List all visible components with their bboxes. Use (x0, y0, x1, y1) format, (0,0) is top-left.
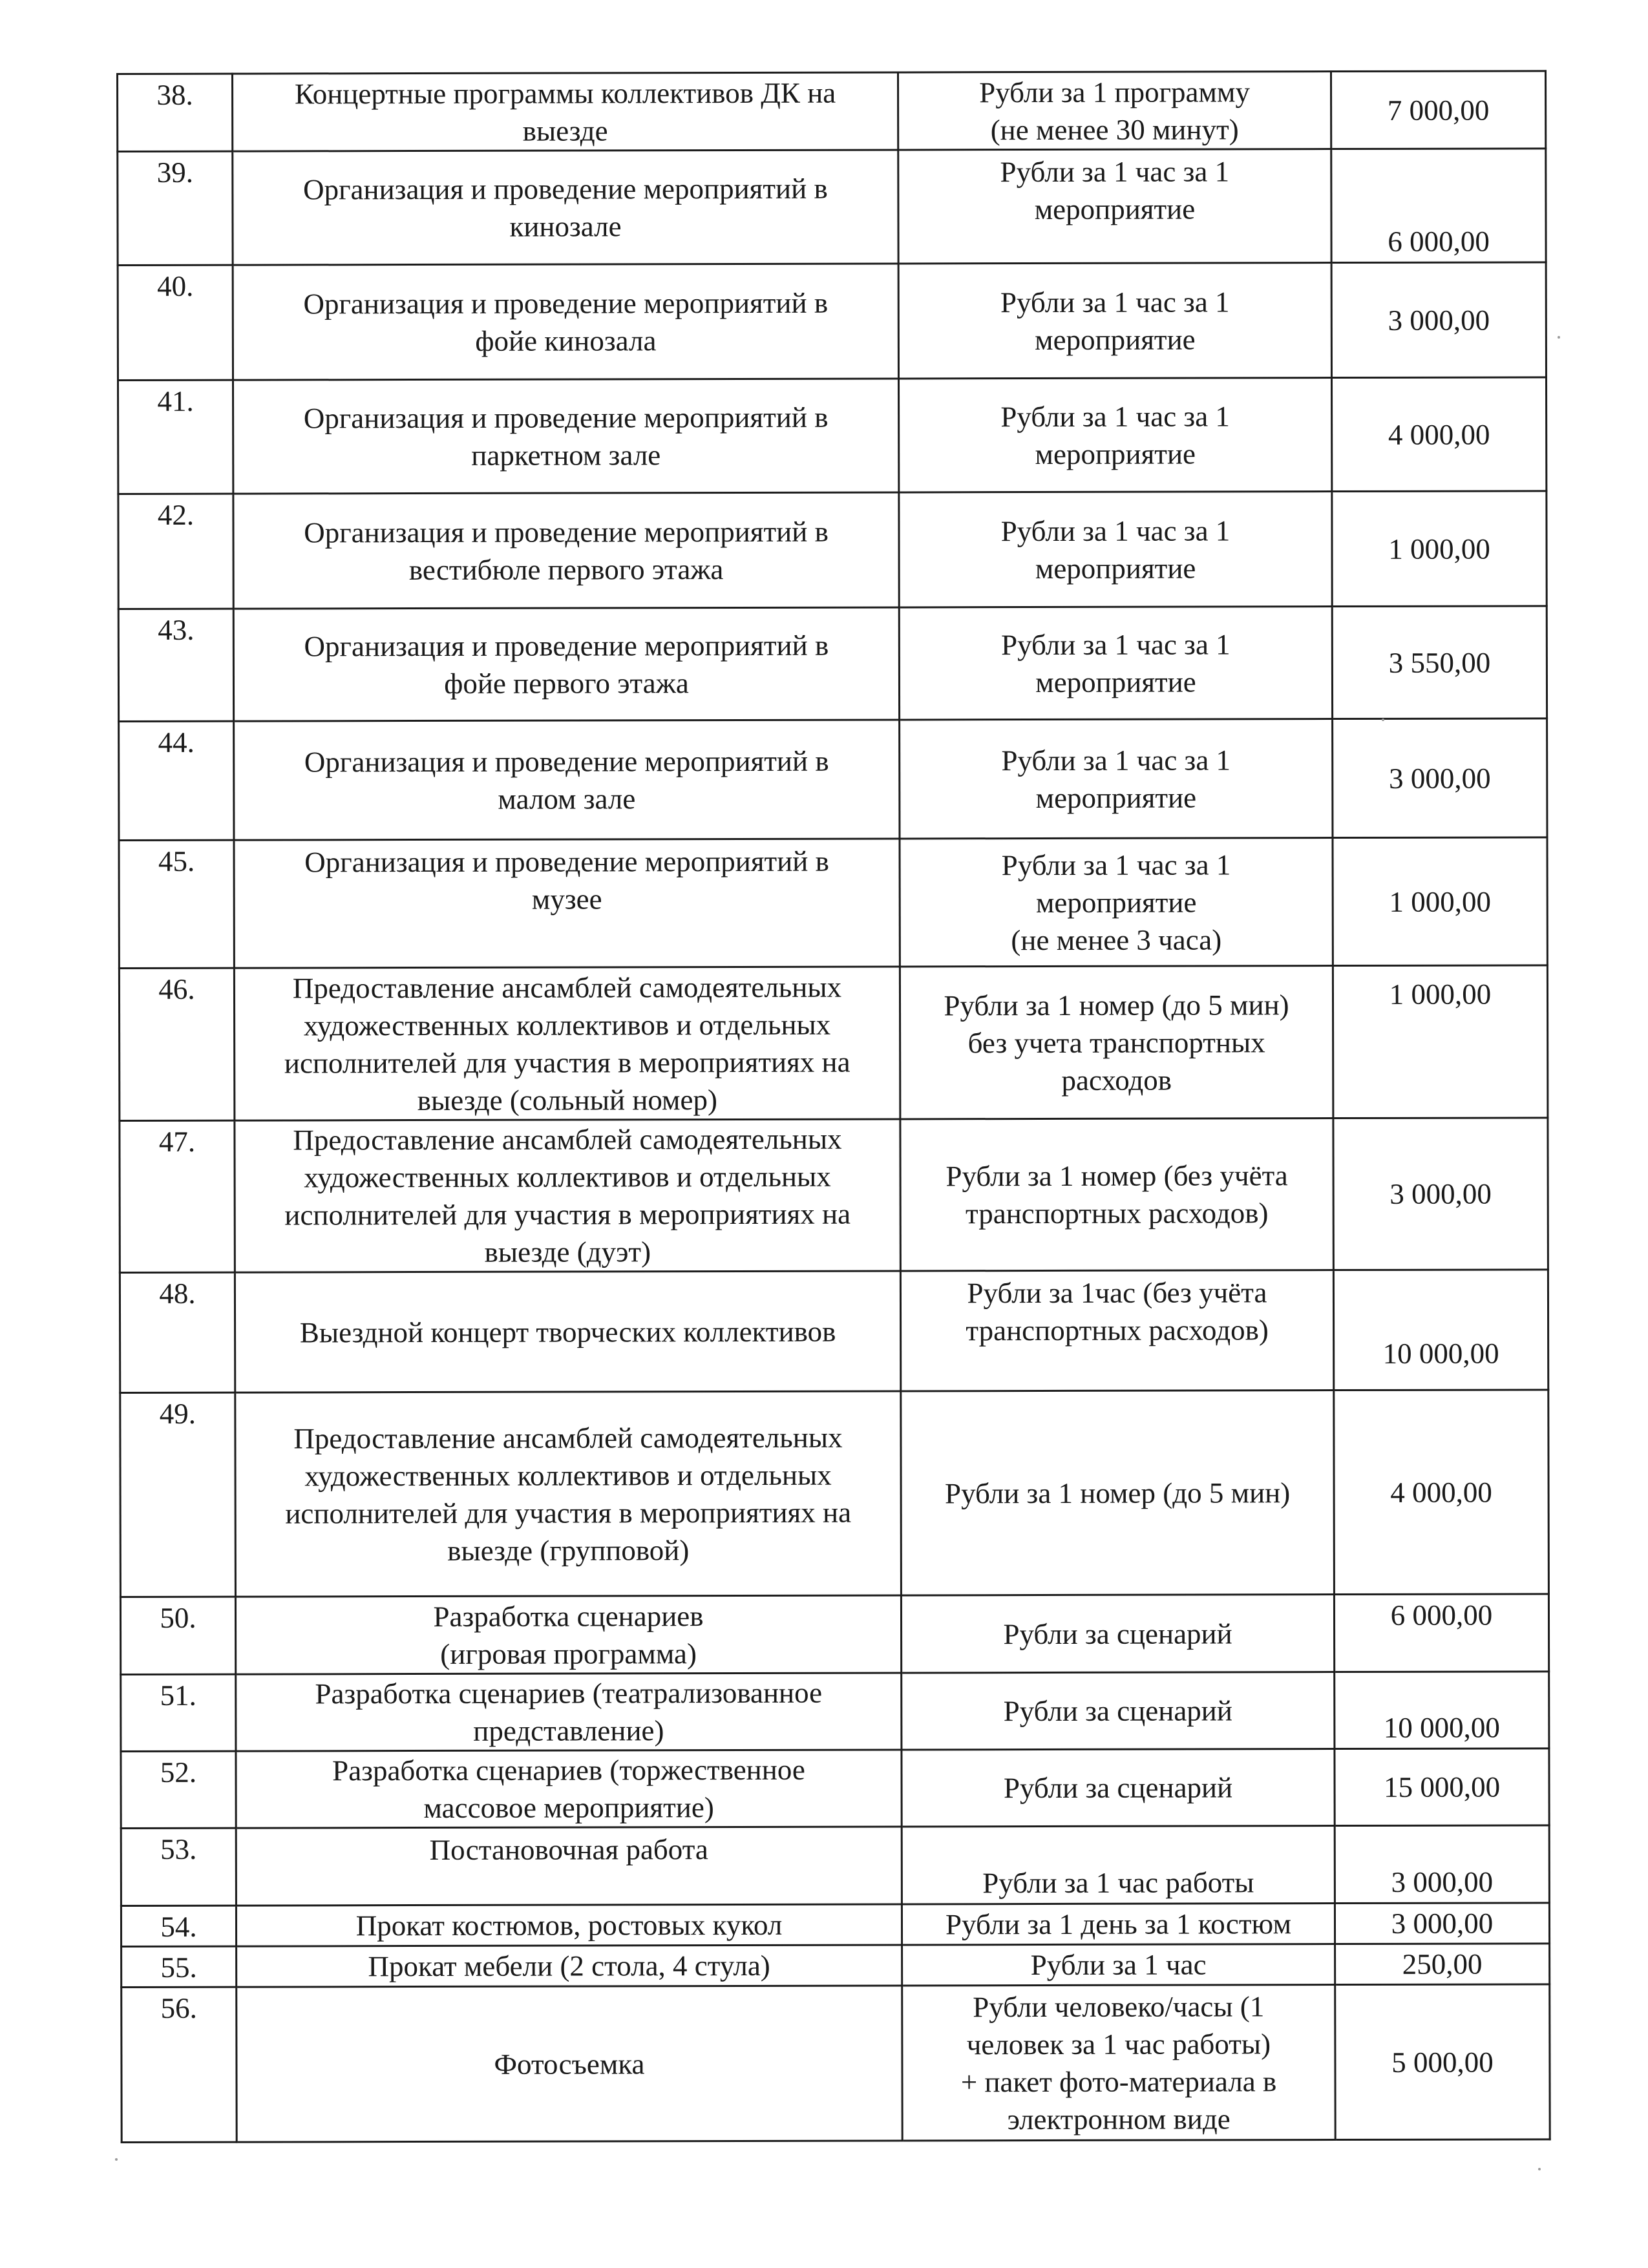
price-value: 10 000,00 (1333, 1270, 1548, 1391)
row-number: 55. (121, 1946, 237, 1987)
price-value: 1 000,00 (1333, 965, 1547, 1118)
table-row (120, 1390, 1549, 1597)
unit-of-measure: Рубли за 1 час за 1 мероприятие (898, 378, 1331, 492)
table-row (119, 719, 1547, 841)
row-number: 45. (119, 840, 234, 968)
unit-of-measure: Рубли за 1 час (902, 1944, 1335, 1986)
service-name: Разработка сценариев (торжественное массовое мероприятие) (236, 1750, 902, 1828)
service-name: Организация и проведение мероприятий в музее (234, 839, 900, 968)
unit-of-measure: Рубли за 1 программу (не менее 30 минут) (898, 72, 1331, 150)
price-value: 3 000,00 (1333, 1118, 1548, 1270)
unit-of-measure: Рубли человеко/часы (1 человек за 1 час работы) + пакет фото-материала в электронном виде (902, 1985, 1336, 2141)
service-name: Организация и проведение мероприятий в кинозале (233, 150, 898, 265)
table-row (121, 1984, 1550, 2143)
price-value: 1 000,00 (1332, 491, 1547, 607)
row-number: 43. (118, 609, 233, 721)
unit-of-measure: Рубли за 1 час за 1 мероприятие (не менее 3 часа) (900, 838, 1333, 967)
table-row (121, 1903, 1549, 1947)
table-row (118, 262, 1546, 381)
scan-speck (115, 2158, 118, 2161)
table-row (119, 965, 1547, 1121)
table-row (120, 1594, 1548, 1675)
row-number: 39. (118, 151, 233, 265)
row-number: 51. (121, 1674, 236, 1751)
service-name: Прокат костюмов, ростовых кукол (236, 1904, 902, 1946)
price-value: 6 000,00 (1334, 1594, 1548, 1672)
price-value: 3 000,00 (1333, 719, 1547, 838)
unit-of-measure: Рубли за 1 номер (до 5 мин) (901, 1391, 1335, 1595)
unit-of-measure: Рубли за 1 час за 1 мероприятие (898, 149, 1331, 264)
table-row (121, 1825, 1549, 1906)
table-row (118, 491, 1547, 609)
unit-of-measure: Рубли за 1 номер (до 5 мин) без учета транспортных расходов (900, 966, 1333, 1119)
service-name: Разработка сценариев (театрализованное представление) (236, 1673, 902, 1751)
unit-of-measure: Рубли за 1 день за 1 костюм (902, 1904, 1335, 1945)
unit-of-measure: Рубли за 1 час за 1 мероприятие (899, 607, 1332, 720)
table-row (120, 1118, 1548, 1273)
row-number: 46. (119, 968, 234, 1120)
scan-speck (1538, 2168, 1541, 2170)
service-name: Предоставление ансамблей самодеятельных художественных коллективов и отдельных исполнителей для участия в мероприятиях на выезде (сольный номер) (234, 967, 900, 1120)
unit-of-measure: Рубли за 1 час работы (902, 1826, 1335, 1904)
unit-of-measure: Рубли за 1час (без учёта транспортных расходов) (900, 1270, 1333, 1391)
table-row (118, 71, 1546, 152)
row-number: 48. (120, 1272, 235, 1392)
unit-of-measure: Рубли за 1 час за 1 мероприятие (899, 492, 1332, 607)
price-value: 10 000,00 (1335, 1672, 1549, 1749)
unit-of-measure: Рубли за сценарий (902, 1749, 1335, 1827)
service-name: Предоставление ансамблей самодеятельных художественных коллективов и отдельных исполнителей для участия в мероприятиях на выезде (дуэт) (235, 1119, 900, 1272)
scan-speck (1382, 719, 1384, 721)
table-row (120, 1270, 1548, 1393)
row-number: 41. (118, 380, 233, 494)
row-number: 50. (120, 1597, 235, 1674)
row-number: 38. (118, 74, 233, 151)
unit-of-measure: Рубли за сценарий (902, 1672, 1335, 1750)
table-row (121, 1672, 1549, 1752)
service-name: Организация и проведение мероприятий в фойе кинозала (233, 264, 898, 380)
row-number: 42. (118, 494, 233, 609)
table-row (118, 149, 1546, 266)
table-row (118, 377, 1546, 494)
price-table (116, 70, 1551, 2143)
service-name: Организация и проведение мероприятий в малом зале (234, 720, 900, 840)
service-name: Выездной концерт творческих коллективов (235, 1271, 900, 1392)
price-value: 3 550,00 (1332, 606, 1547, 719)
row-number: 40. (118, 265, 233, 380)
price-value: 3 000,00 (1331, 262, 1546, 378)
service-name: Предоставление ансамблей самодеятельных художественных коллективов и отдельных исполнителей для участия в мероприятиях на выезде (групповой) (235, 1391, 902, 1597)
price-value: 3 000,00 (1335, 1825, 1549, 1904)
scan-speck (1558, 336, 1560, 339)
table-row (118, 606, 1547, 722)
price-value: 5 000,00 (1335, 1984, 1550, 2140)
price-value: 4 000,00 (1331, 377, 1546, 492)
row-number: 52. (121, 1751, 236, 1828)
service-name: Организация и проведение мероприятий в паркетном зале (233, 379, 898, 494)
service-name: Разработка сценариев (игровая программа) (235, 1595, 901, 1674)
price-value: 250,00 (1335, 1944, 1550, 1985)
service-name: Организация и проведение мероприятий в фойе первого этажа (233, 607, 899, 721)
table-row (121, 1944, 1550, 1988)
unit-of-measure: Рубли за 1 час за 1 мероприятие (898, 263, 1331, 379)
service-name: Концертные программы коллективов ДК на выезде (233, 72, 898, 151)
price-value: 4 000,00 (1334, 1390, 1549, 1595)
service-name: Прокат мебели (2 стола, 4 стула) (237, 1945, 902, 1987)
unit-of-measure: Рубли за сценарий (901, 1595, 1334, 1673)
row-number: 44. (119, 721, 234, 840)
row-number: 56. (121, 1987, 237, 2142)
unit-of-measure: Рубли за 1 час за 1 мероприятие (900, 719, 1333, 839)
service-name: Фотосъемка (237, 1986, 903, 2142)
service-name: Организация и проведение мероприятий в вестибюле первого этажа (233, 492, 899, 609)
row-number: 49. (120, 1392, 236, 1597)
table-row (121, 1748, 1549, 1829)
row-number: 54. (121, 1906, 236, 1946)
price-value: 7 000,00 (1331, 71, 1545, 149)
row-number: 53. (121, 1828, 236, 1906)
price-value: 1 000,00 (1333, 837, 1547, 966)
unit-of-measure: Рубли за 1 номер (без учёта транспортных расходов) (900, 1118, 1333, 1271)
row-number: 47. (120, 1120, 235, 1272)
service-name: Постановочная работа (236, 1827, 902, 1906)
price-value: 3 000,00 (1335, 1903, 1549, 1944)
price-value: 15 000,00 (1335, 1748, 1549, 1826)
price-value: 6 000,00 (1331, 149, 1546, 263)
table-row (119, 837, 1547, 969)
